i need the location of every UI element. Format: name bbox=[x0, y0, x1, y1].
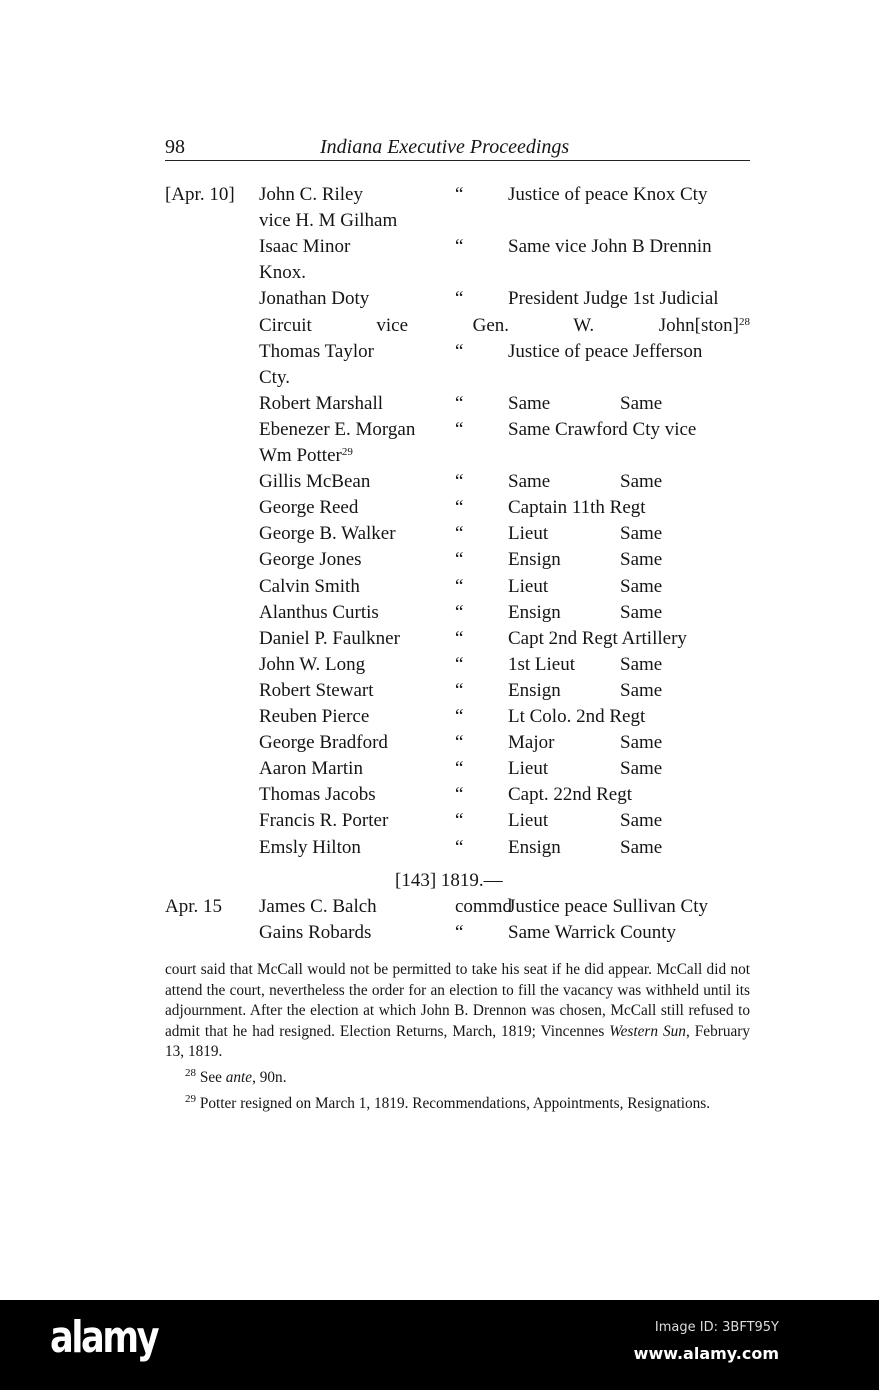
entry-office: Lieut bbox=[508, 758, 549, 780]
entry-name: Thomas Taylor bbox=[259, 340, 374, 362]
footnote-number: 29 bbox=[185, 1092, 196, 1105]
ditto-mark: “ bbox=[455, 836, 464, 858]
entry-name: George Bradford bbox=[259, 732, 388, 754]
entry-name: James C. Balch bbox=[259, 896, 377, 917]
image-id: Image ID: 3BFT95Y bbox=[654, 1320, 779, 1335]
entry-office: President Judge 1st Judicial bbox=[508, 288, 719, 310]
entry-office: Lieut bbox=[508, 523, 549, 545]
entry-unit: Same bbox=[620, 679, 663, 701]
footnote-ref: 28 bbox=[739, 315, 750, 328]
entry-name: John C. Riley bbox=[259, 184, 363, 205]
entry-row bbox=[0, 341, 879, 367]
entry-date: Apr. 15 bbox=[165, 896, 222, 917]
entry-row bbox=[0, 732, 879, 758]
entry-row bbox=[0, 419, 879, 445]
entry-row bbox=[0, 628, 879, 654]
entry-date: [Apr. 10] bbox=[165, 184, 235, 205]
entry-row bbox=[0, 706, 879, 732]
ditto-mark: “ bbox=[455, 340, 464, 362]
ditto-mark: commd bbox=[455, 896, 512, 917]
entry-name: Reuben Pierce bbox=[259, 706, 370, 727]
ditto-mark: “ bbox=[455, 236, 464, 258]
entry-name: Robert Marshall bbox=[259, 392, 384, 414]
entry-row bbox=[0, 471, 879, 497]
entry-row bbox=[0, 497, 879, 523]
entry-name: Francis R. Porter bbox=[259, 810, 389, 832]
entry-office: Major bbox=[508, 732, 555, 754]
entry-unit: Same bbox=[620, 392, 663, 414]
entry-unit: Same bbox=[620, 471, 663, 493]
entry-row bbox=[0, 445, 879, 471]
entry-row bbox=[0, 680, 879, 706]
ditto-mark: “ bbox=[455, 392, 464, 414]
entry-name: Thomas Jacobs bbox=[259, 784, 376, 806]
entry-row bbox=[0, 184, 879, 210]
entry-row bbox=[0, 523, 879, 549]
entry-office: Lieut bbox=[508, 810, 549, 832]
alamy-logo: alamy bbox=[50, 1312, 158, 1363]
entry-office: Ensign bbox=[508, 679, 561, 701]
entry-office: Captain 11th Regt bbox=[508, 497, 646, 519]
entry-name: Gillis McBean bbox=[259, 471, 371, 493]
note-text: , 90n. bbox=[252, 1068, 287, 1086]
entry-row bbox=[0, 810, 879, 836]
note-text: Potter resigned on March 1, 1819. Recommendations, Appointments, Resignations. bbox=[199, 1094, 711, 1112]
entry-name: Ebenezer E. Morgan bbox=[259, 418, 416, 440]
note-italic: ante bbox=[225, 1068, 253, 1086]
entry-row bbox=[0, 837, 879, 863]
entry-name: Aaron Martin bbox=[259, 758, 363, 780]
ditto-mark: “ bbox=[455, 497, 464, 519]
ditto-mark: “ bbox=[455, 575, 464, 597]
ditto-mark: “ bbox=[455, 471, 464, 493]
entry-row bbox=[0, 288, 879, 314]
entry-row bbox=[0, 896, 879, 922]
footnote-continuation bbox=[165, 960, 750, 1063]
entry-office: Capt. 22nd Regt bbox=[508, 784, 633, 806]
entry-row bbox=[0, 549, 879, 575]
entry-name: Robert Stewart bbox=[259, 679, 374, 701]
ditto-mark: “ bbox=[455, 601, 464, 623]
entry-row bbox=[0, 393, 879, 419]
entry-text: Circuit vice Gen. W. John[ston] bbox=[259, 314, 739, 336]
entry-row bbox=[0, 784, 879, 810]
entry-office: Lieut bbox=[508, 575, 549, 597]
entry-unit: Same bbox=[620, 758, 663, 780]
header-rule bbox=[165, 160, 750, 161]
entry-office: Justice peace Sullivan Cty bbox=[508, 896, 708, 917]
entry-office: Capt 2nd Regt Artillery bbox=[508, 627, 687, 649]
ditto-mark: “ bbox=[455, 418, 464, 440]
entry-office: Same vice John B Drennin bbox=[508, 236, 712, 258]
entry-row bbox=[0, 758, 879, 784]
entry-unit: Same bbox=[620, 653, 663, 675]
ditto-mark: “ bbox=[455, 706, 464, 727]
note-text: court said that McCall would not be permitted to take his seat if he did appear. McCall did not attend the court, nevertheless the order for an election to fill the vacancy was withheld until its adjournment. After the election at which John B. Drennon was chosen, McCall still refused to admit that he had resigned. Election Returns, March, 1819; Vincennes bbox=[165, 961, 750, 1040]
entry-row bbox=[0, 654, 879, 680]
ditto-mark: “ bbox=[455, 922, 464, 943]
entry-name: Cty. bbox=[259, 366, 290, 388]
page-number: 98 bbox=[165, 136, 185, 158]
note-text: , February 13, 1819. bbox=[165, 1022, 750, 1061]
entry-continuation bbox=[259, 315, 750, 337]
ditto-mark: “ bbox=[455, 810, 464, 832]
entry-row bbox=[0, 262, 879, 288]
entry-text: Wm Potter bbox=[259, 445, 342, 466]
entry-row bbox=[0, 236, 879, 262]
section-marker: [143] 1819.— bbox=[395, 870, 503, 891]
entry-row bbox=[0, 922, 879, 948]
entry-unit: Same bbox=[620, 836, 663, 858]
footnote-number: 28 bbox=[185, 1066, 196, 1079]
footnote-ref: 29 bbox=[341, 446, 353, 458]
entry-office: Same bbox=[508, 471, 551, 493]
note-text: See bbox=[199, 1068, 226, 1086]
entry-office: Ensign bbox=[508, 601, 561, 623]
entry-name: George B. Walker bbox=[259, 523, 396, 545]
entry-name: Isaac Minor bbox=[259, 236, 351, 258]
ditto-mark: “ bbox=[455, 653, 464, 675]
entry-name: George Reed bbox=[259, 497, 359, 519]
entry-office: Same bbox=[508, 392, 551, 414]
entry-name: Calvin Smith bbox=[259, 575, 360, 597]
entry-unit: Same bbox=[620, 549, 663, 571]
ditto-mark: “ bbox=[455, 784, 464, 806]
entry-office: Same Crawford Cty vice bbox=[508, 418, 697, 440]
ditto-mark: “ bbox=[455, 523, 464, 545]
ditto-mark: “ bbox=[455, 288, 464, 310]
entry-office: Justice of peace Knox Cty bbox=[508, 184, 708, 205]
entry-row bbox=[0, 602, 879, 628]
ditto-mark: “ bbox=[455, 758, 464, 780]
ditto-mark: “ bbox=[455, 184, 464, 205]
entry-row bbox=[0, 576, 879, 602]
footnote-28 bbox=[165, 1063, 750, 1089]
entry-name bbox=[259, 445, 353, 467]
entry-office: Lt Colo. 2nd Regt bbox=[508, 706, 646, 727]
footnotes bbox=[165, 960, 750, 1114]
entry-name: Emsly Hilton bbox=[259, 836, 361, 858]
entry-name: Daniel P. Faulkner bbox=[259, 627, 400, 649]
entry-name: vice H. M Gilham bbox=[259, 210, 398, 232]
entry-name: John W. Long bbox=[259, 653, 366, 675]
entry-office: Ensign bbox=[508, 549, 561, 571]
site-url[interactable]: www.alamy.com bbox=[633, 1344, 779, 1363]
ditto-mark: “ bbox=[455, 732, 464, 754]
entry-name: Gains Robards bbox=[259, 922, 372, 943]
ditto-mark: “ bbox=[455, 679, 464, 701]
footnote-29 bbox=[165, 1089, 750, 1115]
entry-name: George Jones bbox=[259, 549, 362, 571]
entry-row bbox=[0, 210, 879, 236]
ditto-mark: “ bbox=[455, 549, 464, 571]
entry-unit: Same bbox=[620, 810, 663, 832]
entry-row bbox=[0, 315, 879, 341]
entry-office: Justice of peace Jefferson bbox=[508, 340, 703, 362]
watermark-banner bbox=[0, 1300, 879, 1390]
entry-office: Same Warrick County bbox=[508, 922, 677, 943]
entry-name: Alanthus Curtis bbox=[259, 601, 379, 623]
entry-unit: Same bbox=[620, 601, 663, 623]
entry-office: Ensign bbox=[508, 836, 561, 858]
note-italic: Western Sun bbox=[609, 1022, 686, 1040]
entry-unit: Same bbox=[620, 575, 663, 597]
entry-office: 1st Lieut bbox=[508, 653, 576, 675]
ditto-mark: “ bbox=[455, 627, 464, 649]
entry-unit: Same bbox=[620, 523, 663, 545]
running-title: Indiana Executive Proceedings bbox=[320, 136, 570, 158]
entry-name: Jonathan Doty bbox=[259, 288, 370, 310]
entry-unit: Same bbox=[620, 732, 663, 754]
entry-name: Knox. bbox=[259, 262, 306, 284]
entry-row bbox=[0, 367, 879, 393]
